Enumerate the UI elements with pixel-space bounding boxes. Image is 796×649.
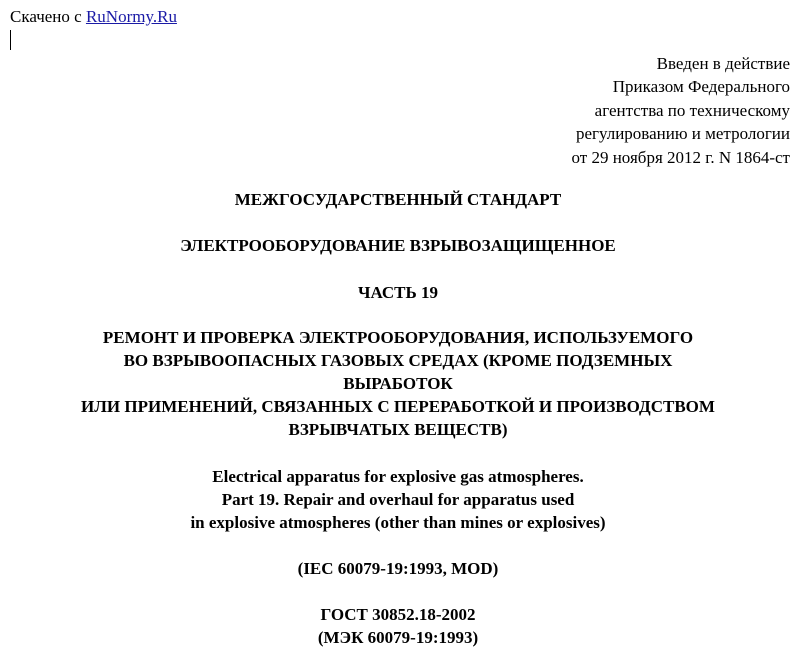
standard-part-heading — [0, 281, 796, 304]
english-title-line: Part 19. Repair and overhaul for apparatus used — [221, 490, 575, 509]
english-title-line: in explosive atmospheres (other than mines or explosives) — [190, 513, 606, 532]
enactment-note — [572, 52, 791, 169]
standard-title-heading — [0, 234, 796, 257]
russian-title-line: РЕМОНТ И ПРОВЕРКА ЭЛЕКТРООБОРУДОВАНИЯ, ИСПОЛЬЗУЕМОГО — [102, 328, 694, 347]
gost-number: ГОСТ 30852.18-2002 — [320, 605, 476, 624]
standard-kind-heading — [0, 188, 796, 211]
enactment-line: Введен в действие — [656, 54, 790, 73]
russian-title-line: ИЛИ ПРИМЕНЕНИЙ, СВЯЗАННЫХ С ПЕРЕРАБОТКОЙ И ПРОИЗВОДСТВОМ — [81, 397, 715, 416]
english-title-line: Electrical apparatus for explosive gas atmospheres. — [212, 467, 584, 486]
russian-title-line: ВЫРАБОТОК — [343, 374, 453, 393]
source-prefix: Скачено с — [10, 7, 82, 26]
russian-title-block — [0, 326, 796, 441]
enactment-line: регулированию и метрологии — [575, 124, 790, 144]
source-line — [10, 6, 177, 28]
enactment-line: агентства по техническому — [594, 100, 790, 120]
standard-title: ЭЛЕКТРООБОРУДОВАНИЕ ВЗРЫВОЗАЩИЩЕННОЕ — [180, 236, 616, 255]
designation-block — [0, 603, 796, 649]
standard-part: ЧАСТЬ 19 — [357, 283, 438, 302]
russian-title-line: ВО ВЗРЫВООПАСНЫХ ГАЗОВЫХ СРЕДАХ (КРОМЕ ПОДЗЕМНЫХ — [123, 351, 673, 370]
standard-kind: МЕЖГОСУДАРСТВЕННЫЙ СТАНДАРТ — [234, 190, 562, 209]
iec-reference-block — [0, 557, 796, 580]
enactment-line: Приказом Федерального — [612, 77, 790, 97]
iec-number: (МЭК 60079-19:1993) — [317, 628, 479, 647]
english-title-block — [0, 465, 796, 534]
iec-reference: (IEC 60079-19:1993, MOD) — [297, 559, 499, 578]
source-link[interactable]: RuNormy.Ru — [85, 7, 177, 26]
text-cursor — [10, 30, 11, 50]
russian-title-line: ВЗРЫВЧАТЫХ ВЕЩЕСТВ) — [288, 420, 508, 439]
enactment-line: от 29 ноября 2012 г. N 1864-ст — [571, 147, 790, 167]
